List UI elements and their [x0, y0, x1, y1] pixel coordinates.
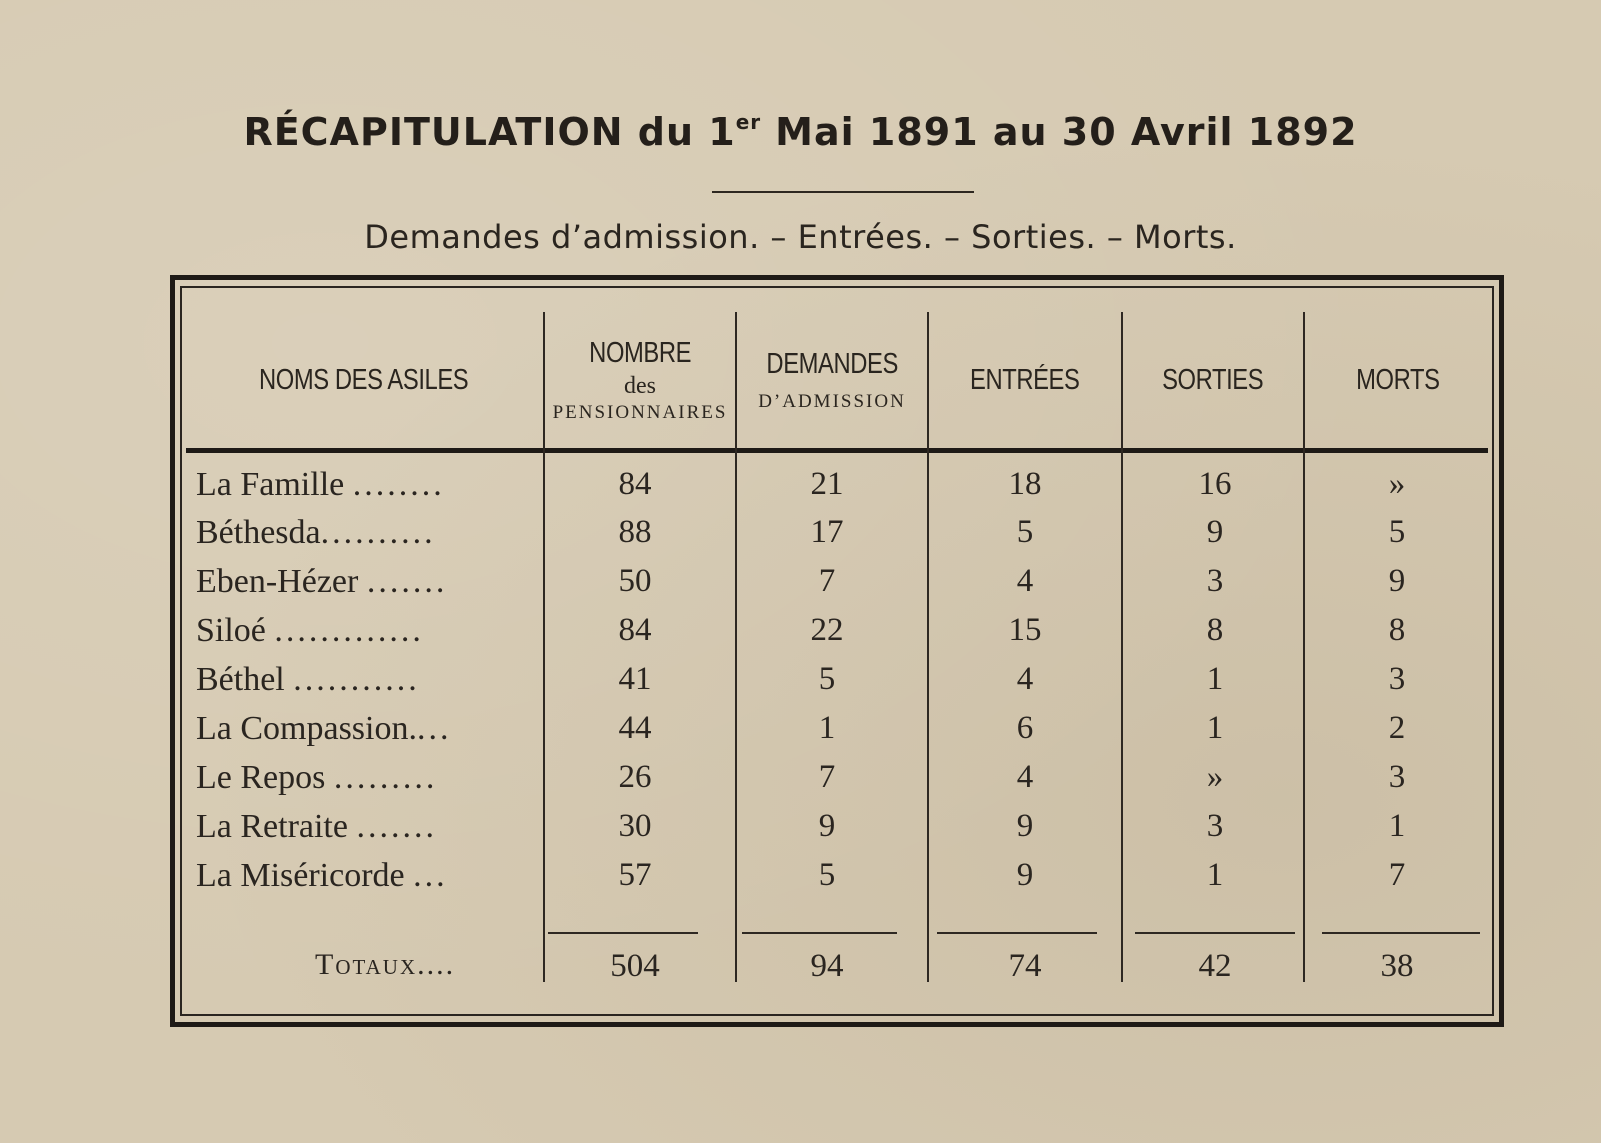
asylum-name: Le Repos .........	[196, 759, 438, 796]
cell-pensionnaires: 26	[618, 759, 652, 795]
header-demandes	[737, 315, 927, 445]
sum-rule-demandes	[742, 932, 897, 934]
total-sorties: 42	[1198, 948, 1232, 984]
header-demandes-line2: D’ADMISSION	[758, 391, 906, 413]
cell-pensionnaires: 57	[618, 857, 652, 893]
page-subtitle: Demandes d’admission. – Entrées. – Sorties. – Morts.	[364, 218, 1237, 256]
title-suffix: Mai 1891 au 30 Avril 1892	[775, 110, 1358, 154]
cell-entrees: 9	[1016, 808, 1034, 844]
cell-demandes: 5	[818, 857, 836, 893]
title-superscript: er	[735, 110, 762, 134]
cell-entrees: 4	[1016, 661, 1034, 697]
cell-morts: 2	[1388, 710, 1406, 746]
header-separator	[186, 448, 1488, 453]
cell-pensionnaires: 84	[618, 612, 652, 648]
header-sorties-label: SORTIES	[1162, 363, 1264, 396]
table-row	[0, 563, 1601, 611]
header-pensionnaires-line3: PENSIONNAIRES	[552, 402, 728, 424]
cell-morts: 8	[1388, 612, 1406, 648]
header-morts	[1305, 315, 1491, 445]
totals-row	[0, 948, 1601, 996]
header-pensionnaires-line1: NOMBRE	[589, 337, 691, 369]
header-names-label: NOMS DES ASILES	[259, 363, 469, 396]
cell-demandes: 5	[818, 661, 836, 697]
sum-rule-morts	[1322, 932, 1480, 934]
cell-pensionnaires: 84	[618, 466, 652, 502]
cell-entrees: 6	[1016, 710, 1034, 746]
asylum-name: La Compassion....	[196, 710, 452, 747]
table-row	[0, 661, 1601, 709]
asylum-name: Béthesda..........	[196, 514, 436, 551]
table-row	[0, 759, 1601, 807]
header-pensionnaires-line2: des	[624, 373, 656, 400]
total-morts: 38	[1380, 948, 1414, 984]
cell-demandes: 7	[818, 759, 836, 795]
cell-pensionnaires: 44	[618, 710, 652, 746]
page-title	[0, 110, 1601, 154]
cell-sorties: 1	[1206, 710, 1224, 746]
header-names	[186, 315, 542, 445]
cell-morts: 5	[1388, 514, 1406, 550]
cell-sorties: 16	[1198, 466, 1232, 502]
table-row	[0, 514, 1601, 562]
cell-demandes: 21	[810, 466, 844, 502]
header-entrees	[929, 315, 1121, 445]
cell-sorties: »	[1206, 759, 1224, 795]
table-row	[0, 808, 1601, 856]
sum-rule-pensionnaires	[548, 932, 698, 934]
total-entrees: 74	[1008, 948, 1042, 984]
table-row	[0, 612, 1601, 660]
cell-entrees: 18	[1008, 466, 1042, 502]
asylum-name: Béthel ...........	[196, 661, 420, 698]
cell-pensionnaires: 50	[618, 563, 652, 599]
total-demandes: 94	[810, 948, 844, 984]
cell-entrees: 9	[1016, 857, 1034, 893]
table-row	[0, 466, 1601, 514]
header-morts-label: MORTS	[1356, 363, 1440, 396]
asylum-name: Siloé .............	[196, 612, 424, 649]
cell-demandes: 17	[810, 514, 844, 550]
cell-sorties: 1	[1206, 661, 1224, 697]
header-demandes-line1: DEMANDES	[766, 348, 898, 380]
cell-demandes: 7	[818, 563, 836, 599]
total-pensionnaires: 504	[610, 948, 660, 984]
table-row	[0, 710, 1601, 758]
cell-demandes: 9	[818, 808, 836, 844]
cell-morts: »	[1388, 466, 1406, 502]
asylum-name: Eben-Hézer .......	[196, 563, 448, 600]
cell-morts: 9	[1388, 563, 1406, 599]
cell-pensionnaires: 88	[618, 514, 652, 550]
title-prefix: RÉCAPITULATION du 1	[243, 110, 736, 154]
header-entrees-label: ENTRÉES	[970, 363, 1080, 396]
cell-sorties: 3	[1206, 563, 1224, 599]
table-row	[0, 857, 1601, 905]
totals-label: Totaux....	[315, 948, 456, 981]
cell-entrees: 5	[1016, 514, 1034, 550]
header-sorties	[1123, 315, 1303, 445]
cell-sorties: 9	[1206, 514, 1224, 550]
cell-entrees: 4	[1016, 563, 1034, 599]
cell-demandes: 1	[818, 710, 836, 746]
sum-rule-entrees	[937, 932, 1097, 934]
cell-entrees: 15	[1008, 612, 1042, 648]
cell-demandes: 22	[810, 612, 844, 648]
cell-morts: 3	[1388, 759, 1406, 795]
cell-sorties: 8	[1206, 612, 1224, 648]
asylum-name: La Miséricorde ...	[196, 857, 448, 894]
cell-entrees: 4	[1016, 759, 1034, 795]
header-pensionnaires	[545, 315, 735, 445]
title-underline	[712, 191, 974, 193]
cell-pensionnaires: 30	[618, 808, 652, 844]
cell-morts: 3	[1388, 661, 1406, 697]
sum-rule-sorties	[1135, 932, 1295, 934]
asylum-name: La Famille ........	[196, 466, 445, 503]
asylum-name: La Retraite .......	[196, 808, 437, 845]
cell-sorties: 3	[1206, 808, 1224, 844]
cell-pensionnaires: 41	[618, 661, 652, 697]
cell-sorties: 1	[1206, 857, 1224, 893]
cell-morts: 1	[1388, 808, 1406, 844]
cell-morts: 7	[1388, 857, 1406, 893]
